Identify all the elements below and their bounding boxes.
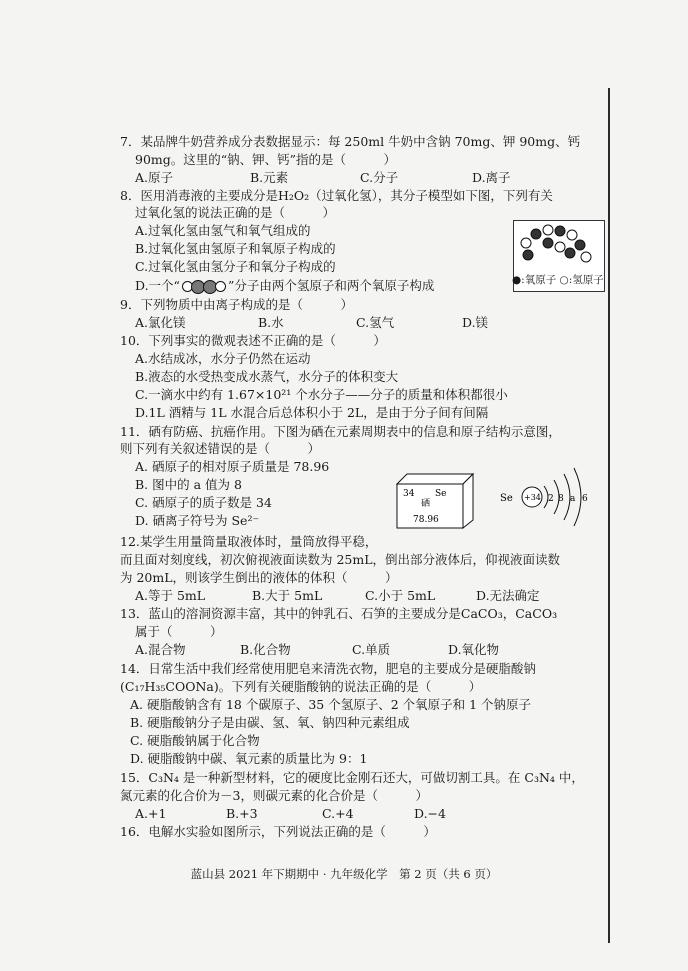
molecule-chain-icon bbox=[514, 221, 604, 273]
q8-option-a: A.过氧化氢由氢气和氧气组成的 bbox=[135, 223, 311, 238]
q13-option-b: B.化合物 bbox=[240, 642, 291, 657]
q15-option-c: C.+4 bbox=[322, 806, 354, 821]
periodic-table-cell-figure bbox=[395, 470, 475, 530]
q15-stem-line1: 15．C₃N₄ 是一种新型材料，它的硬度比金刚石还大，可做切割工具。在 C₃N₄ 中， bbox=[120, 770, 584, 785]
q10-option-d: D.1L 酒精与 1L 水混合后总体积小于 2L，是由于分子间有间隔 bbox=[135, 405, 489, 420]
q12-option-b: B.大于 5mL bbox=[252, 588, 323, 603]
q11-stem-line2: 则下列有关叙述错误的是（ ） bbox=[120, 441, 321, 456]
shell-1-electrons: 2 bbox=[548, 494, 554, 504]
q10-option-b: B.液态的水受热变成水蒸气，水分子的体积变大 bbox=[135, 369, 399, 384]
element-cube-icon bbox=[395, 470, 475, 530]
q9-option-d: D.镁 bbox=[462, 315, 489, 330]
q12-option-a: A.等于 5mL bbox=[135, 588, 206, 603]
q12-stem-line1: 12.某学生用量筒量取液体时，量筒放得平稳， bbox=[120, 534, 378, 549]
q15-stem-line2: 氮元素的化合价为－3，则碳元素的化合价是（ ） bbox=[120, 788, 428, 803]
q16-stem: 16．电解水实验如图所示，下列说法正确的是（ ） bbox=[120, 824, 436, 839]
q11-option-a: A. 硒原子的相对原子质量是 78.96 bbox=[135, 459, 330, 474]
q8-option-b: B.过氧化氢由氢原子和氧原子构成的 bbox=[135, 241, 336, 256]
q8-option-d-prefix: D.一个“ bbox=[135, 278, 180, 293]
q15-option-d: D.−4 bbox=[414, 806, 446, 821]
q13-stem-line2: 属于（ ） bbox=[135, 624, 223, 639]
q14-stem-line2: (C₁₇H₃₅COONa)。下列有关硬脂酸钠的说法正确的是（ ） bbox=[120, 679, 482, 694]
q11-option-d: D. 硒离子符号为 Se²⁻ bbox=[135, 513, 260, 528]
cell-atomic-number: 34 bbox=[403, 489, 415, 499]
q7-option-b: B.元素 bbox=[250, 170, 289, 185]
q15-option-b: B.+3 bbox=[226, 806, 258, 821]
shell-4-electrons: 6 bbox=[582, 494, 588, 504]
q8-stem-line1: 8．医用消毒液的主要成分是H₂O₂（过氧化氢），其分子模型如下图，下列有关 bbox=[120, 188, 553, 203]
q7-option-a: A.原子 bbox=[135, 170, 174, 185]
cell-element-name: 硒 bbox=[421, 499, 431, 509]
q11-stem-line1: 11．硒有防癌、抗癌作用。下图为硒在元素周期表中的信息和原子结构示意图， bbox=[120, 424, 561, 439]
q11-option-b: B. 图中的 a 值为 8 bbox=[135, 477, 242, 492]
q14-option-d: D. 硬脂酸钠中碳、氧元素的质量比为 9：1 bbox=[130, 751, 368, 766]
q10-stem: 10．下列事实的微观表述不正确的是（ ） bbox=[120, 333, 386, 348]
shell-3-electrons: a bbox=[570, 494, 576, 504]
q13-option-d: D.氧化物 bbox=[448, 642, 500, 657]
q12-stem-line2: 而且面对刻度线，初次俯视液面读数为 25mL，倒出部分液体后，仰视液面读数 bbox=[120, 552, 561, 567]
cell-symbol: Se bbox=[435, 489, 447, 499]
nucleus-charge: +34 bbox=[524, 493, 541, 502]
q9-option-c: C.氢气 bbox=[356, 315, 395, 330]
q12-option-c: C.小于 5mL bbox=[365, 588, 436, 603]
q13-option-c: C.单质 bbox=[352, 642, 391, 657]
q15-option-a: A.+1 bbox=[135, 806, 167, 821]
q12-option-d: D.无法确定 bbox=[476, 588, 540, 603]
q9-option-a: A.氯化镁 bbox=[135, 315, 186, 330]
q14-stem-line1: 14．日常生活中我们经常使用肥皂来清洗衣物，肥皂的主要成分是硬脂酸钠 bbox=[120, 661, 536, 676]
q9-option-b: B.水 bbox=[258, 315, 284, 330]
q12-stem-line3: 为 20mL，则该学生倒出的液体的体积（ ） bbox=[120, 570, 398, 585]
q8-option-d bbox=[135, 278, 434, 294]
q10-option-c: C.一滴水中约有 1.67×10²¹ 个水分子——分子的质量和体积都很小 bbox=[135, 387, 508, 402]
atom-symbol: Se bbox=[500, 493, 513, 504]
q8-option-c: C.过氧化氢由氢分子和氧分子构成的 bbox=[135, 259, 336, 274]
q14-option-a: A. 硬脂酸钠含有 18 个碳原子、35 个氢原子、2 个氧原子和 1 个钠原子 bbox=[130, 697, 532, 712]
q7-option-d: D.离子 bbox=[472, 170, 511, 185]
shell-2-electrons: 8 bbox=[558, 494, 564, 504]
q10-option-a: A.水结成冰，水分子仍然在运动 bbox=[135, 351, 311, 366]
q14-option-b: B. 硬脂酸钠分子是由碳、氢、氧、钠四种元素组成 bbox=[130, 715, 410, 730]
q7-stem-line1: 7．某品牌牛奶营养成分表数据显示：每 250ml 牛奶中含钠 70mg、钾 90mg、钙 bbox=[120, 134, 581, 149]
q8-option-d-suffix: ”分子由两个氢原子和两个氧原子构成 bbox=[227, 278, 435, 293]
q7-stem-line2: 90mg。这里的“钠、钾、钙”指的是（ ） bbox=[135, 152, 397, 167]
atomic-structure-figure bbox=[498, 458, 616, 538]
q9-stem: 9．下列物质中由离子构成的是（ ） bbox=[120, 297, 353, 312]
cell-atomic-mass: 78.96 bbox=[413, 515, 439, 525]
q7-option-c: C.分子 bbox=[360, 170, 399, 185]
h2o2-molecule-icon bbox=[182, 280, 226, 294]
q13-stem-line1: 13．蓝山的溶洞资源丰富，其中的钟乳石、石笋的主要成分是CaCO₃，CaCO₃ bbox=[120, 606, 558, 621]
q13-option-a: A.混合物 bbox=[135, 642, 186, 657]
atom-shell-diagram-icon bbox=[498, 458, 616, 538]
q8-stem-line2: 过氧化氢的说法正确的是（ ） bbox=[135, 205, 336, 220]
page-footer: 蓝山县 2021 年下期期中 · 九年级化学 第 2 页（共 6 页） bbox=[190, 867, 498, 881]
q11-option-c: C. 硒原子的质子数是 34 bbox=[135, 495, 272, 510]
molecule-legend: ●:氧原子 ○:氢原子 bbox=[512, 274, 604, 286]
q14-option-c: C. 硬脂酸钠属于化合物 bbox=[130, 733, 260, 748]
